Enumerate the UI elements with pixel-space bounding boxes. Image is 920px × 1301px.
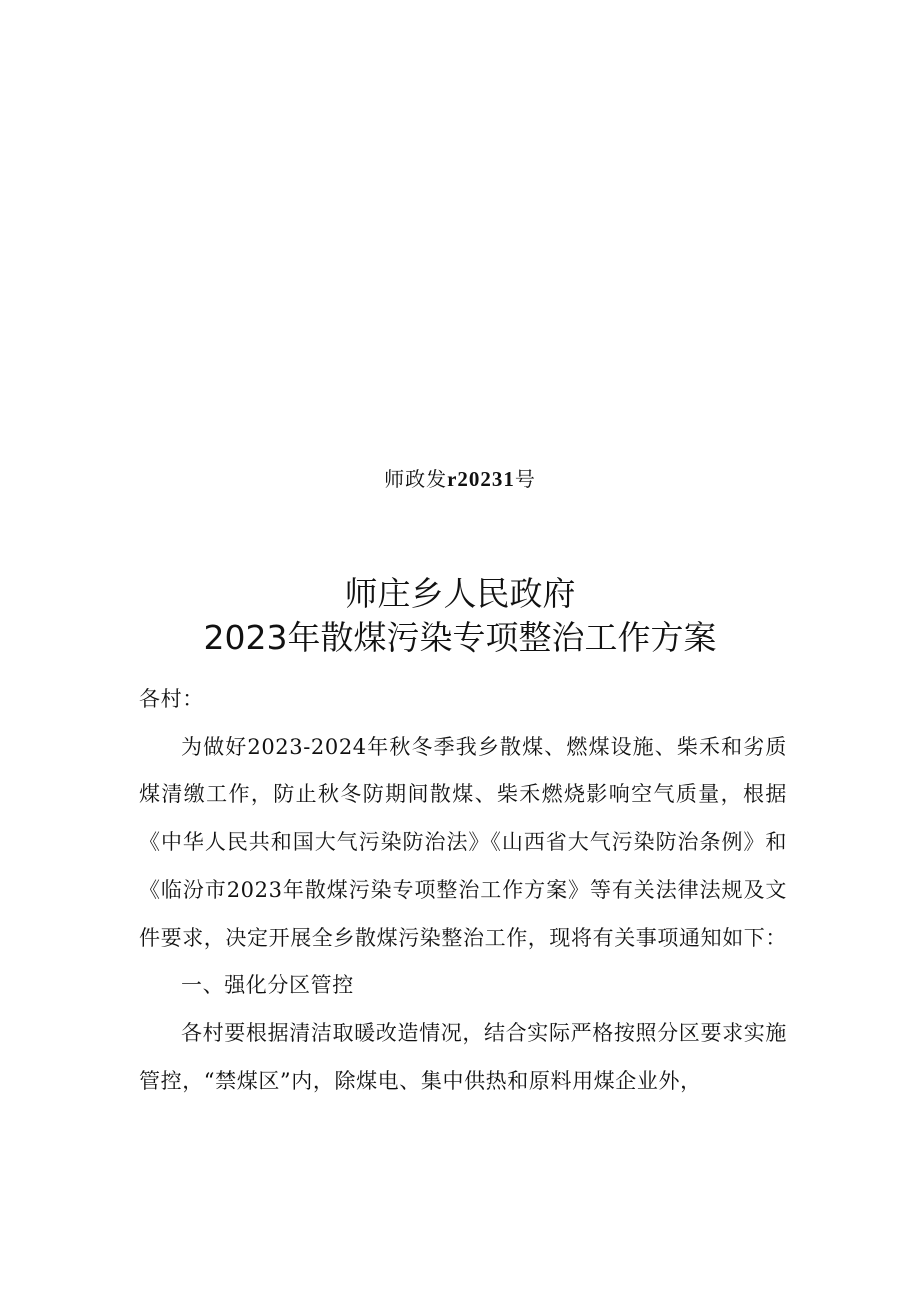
document-title: [0, 572, 920, 660]
title-line-issuer: 师庄乡人民政府: [344, 574, 576, 613]
section-paragraph: 各村要根据清洁取暖改造情况，结合实际严格按照分区要求实施管控，“禁煤区”内，除煤电、集中供热和原料用煤企业外，: [139, 1020, 787, 1093]
document-number-value: r20231: [447, 467, 515, 491]
document-number-prefix: 师政发: [384, 467, 448, 491]
section-heading: 一、强化分区管控: [181, 973, 354, 998]
salutation: 各村：: [139, 687, 204, 711]
document-number-suffix: 号: [514, 467, 536, 491]
document-number: [0, 463, 920, 492]
document-body: [139, 676, 787, 1105]
title-line-subject: 2023年散煤污染专项整治工作方案: [203, 618, 717, 657]
intro-paragraph: 为做好2023-2024年秋冬季我乡散煤、燃煤设施、柴禾和劣质煤清缴工作，防止秋冬防期间散煤、柴禾燃烧影响空气质量，根据《中华人民共和国大气污染防治法》《山西省大气污染防治条例》和《临汾市2023年散煤污染专项整治工作方案》等有关法律法规及文件要求，决定开展全乡散煤污染整治工作，现将有关事项通知如下：: [139, 734, 787, 950]
